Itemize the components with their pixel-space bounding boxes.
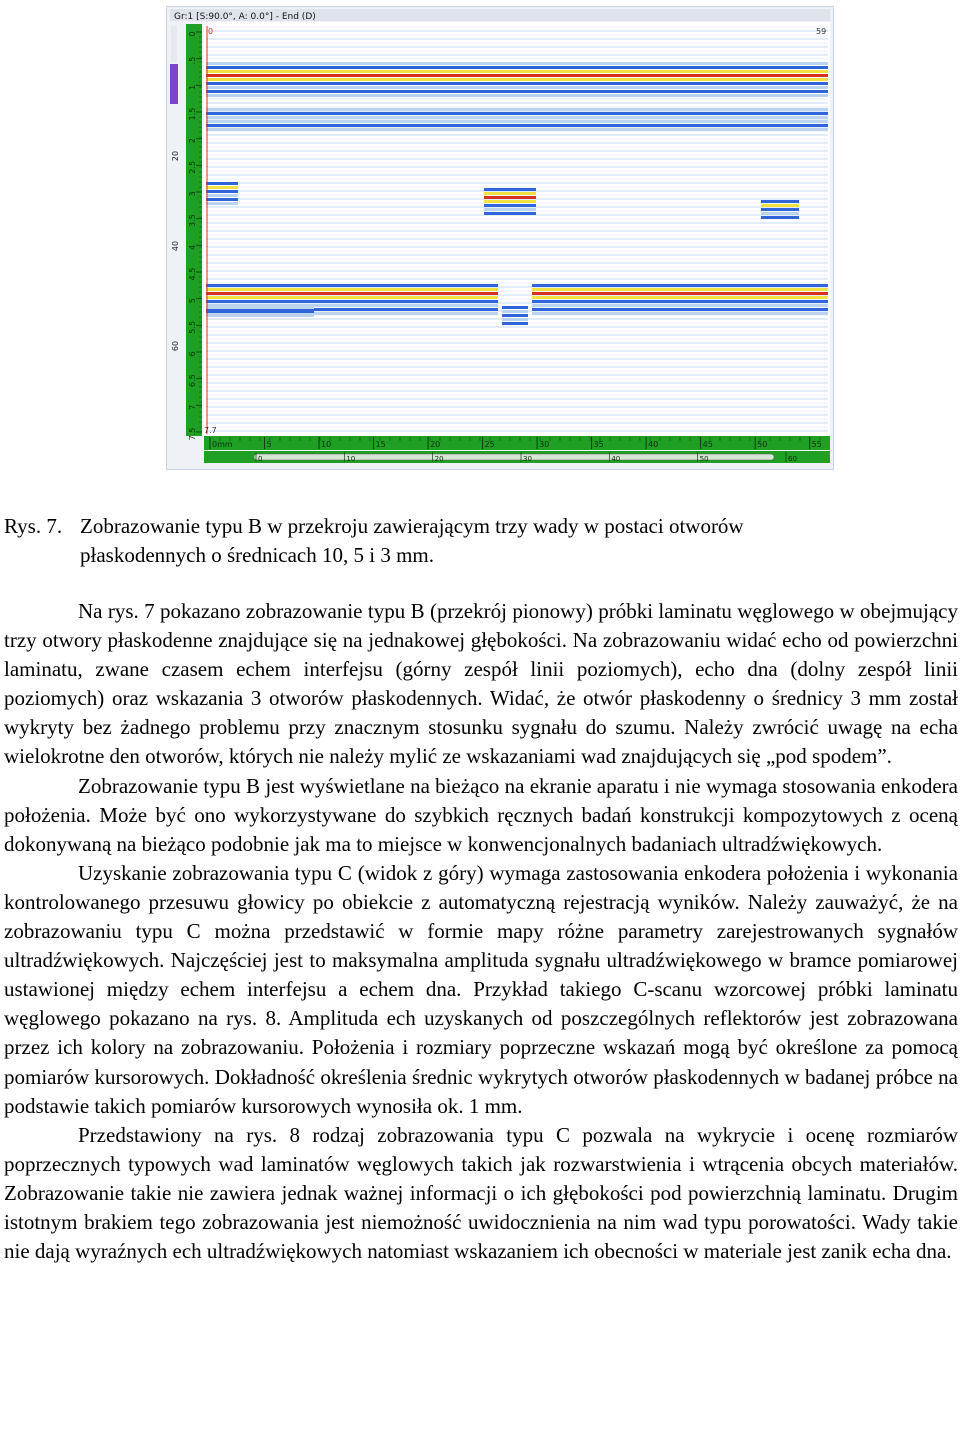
interface-echo-band bbox=[206, 62, 828, 65]
noise-streak bbox=[206, 174, 828, 176]
interface-echo-band bbox=[206, 70, 828, 73]
hole-indication-edge bbox=[206, 182, 238, 185]
noise-streak bbox=[206, 370, 828, 372]
noise-streak bbox=[206, 334, 828, 336]
noise-streak bbox=[206, 278, 828, 280]
noise-streak bbox=[206, 406, 828, 408]
noise-streak bbox=[206, 146, 828, 148]
noise-streak bbox=[206, 262, 828, 264]
noise-streak bbox=[206, 282, 828, 284]
interface-echo-band bbox=[206, 66, 828, 69]
noise-streak bbox=[206, 34, 828, 36]
mm-tick-label: 55 bbox=[811, 440, 822, 449]
backwall-echo-multiple bbox=[206, 306, 314, 309]
noise-streak bbox=[206, 362, 828, 364]
interface-echo-band bbox=[206, 74, 828, 77]
interface-echo-multiple bbox=[206, 120, 828, 123]
hole-indication-edge bbox=[206, 186, 238, 189]
depth-tick-label: 4.5 bbox=[188, 267, 197, 281]
hole-multiple-echo bbox=[502, 322, 528, 325]
backwall-echo-band bbox=[206, 288, 498, 291]
scroll-tick-label: 30 bbox=[523, 455, 532, 463]
noise-streak bbox=[206, 382, 828, 384]
bscan-figure bbox=[166, 6, 834, 470]
noise-streak bbox=[206, 226, 828, 228]
noise-streak bbox=[206, 166, 828, 168]
mm-tick-label: 45 bbox=[702, 440, 713, 449]
noise-streak bbox=[206, 418, 828, 420]
backwall-echo-band bbox=[532, 308, 828, 311]
noise-streak bbox=[206, 390, 828, 392]
backwall-echo-band bbox=[532, 304, 828, 307]
hole-indication-edge bbox=[206, 198, 238, 201]
figure-caption bbox=[4, 512, 954, 570]
hole-indication-10mm bbox=[484, 212, 536, 215]
gauge-label: 40 bbox=[171, 240, 180, 252]
noise-streak bbox=[206, 426, 828, 428]
interface-echo-band bbox=[206, 94, 828, 97]
noise-streak bbox=[206, 342, 828, 344]
caption-text-line2: płaskodennych o średnicach 10, 5 i 3 mm. bbox=[80, 543, 435, 567]
noise-streak bbox=[206, 98, 828, 100]
interface-echo-multiple bbox=[206, 124, 828, 127]
noise-streak bbox=[206, 134, 828, 136]
depth-tick-label: .5 bbox=[188, 56, 197, 65]
noise-streak bbox=[206, 154, 828, 156]
noise-streak bbox=[206, 430, 828, 432]
cursor-marker-label: 0 bbox=[208, 27, 214, 36]
caption-text-line1: Zobrazowanie typu B w przekroju zawierającym trzy wady w postaci otworów bbox=[80, 514, 744, 538]
mm-tick-label: 0mm bbox=[212, 440, 233, 449]
figure-header-text: Gr:1 [S:90.0°, A: 0.0°] - End (D) bbox=[174, 12, 316, 22]
depth-tick-label: 3 bbox=[188, 191, 197, 197]
interface-echo-band bbox=[206, 78, 828, 81]
hole-multiple-echo bbox=[502, 310, 528, 313]
noise-streak bbox=[206, 422, 828, 424]
depth-tick-label: 4 bbox=[188, 244, 197, 250]
depth-tick-label: 3.5 bbox=[188, 214, 197, 228]
backwall-echo-band bbox=[206, 296, 498, 299]
backwall-echo-band bbox=[532, 288, 828, 291]
interface-echo-multiple bbox=[206, 112, 828, 115]
noise-streak bbox=[206, 170, 828, 172]
noise-streak bbox=[206, 250, 828, 252]
interface-echo-multiple bbox=[206, 116, 828, 119]
noise-streak bbox=[206, 54, 828, 56]
depth-tick-label: 0 bbox=[188, 31, 197, 37]
interface-echo-band bbox=[206, 82, 828, 85]
backwall-echo-band bbox=[206, 292, 498, 295]
noise-streak bbox=[206, 142, 828, 144]
noise-streak bbox=[206, 254, 828, 256]
noise-streak bbox=[206, 394, 828, 396]
mm-tick-label: 5 bbox=[266, 440, 272, 449]
hole-multiple-echo bbox=[502, 318, 528, 321]
interface-echo-band bbox=[206, 90, 828, 93]
backwall-echo-band bbox=[532, 284, 828, 287]
noise-streak bbox=[206, 358, 828, 360]
hole-indication-5mm bbox=[761, 216, 799, 219]
hole-multiple-echo bbox=[502, 306, 528, 309]
noise-streak bbox=[206, 218, 828, 220]
interface-echo-multiple bbox=[206, 128, 828, 131]
scroll-tick-label: 40 bbox=[611, 455, 621, 463]
noise-streak bbox=[206, 230, 828, 232]
depth-tick-label: 7 bbox=[188, 404, 197, 410]
mm-tick-label: 35 bbox=[593, 440, 604, 449]
noise-streak bbox=[206, 222, 828, 224]
noise-streak bbox=[206, 270, 828, 272]
interface-echo-multiple bbox=[206, 108, 828, 111]
noise-streak bbox=[206, 410, 828, 412]
gauge-label: 60 bbox=[171, 340, 180, 352]
backwall-echo-multiple bbox=[206, 310, 314, 313]
backwall-echo-band bbox=[532, 292, 828, 295]
noise-streak bbox=[206, 50, 828, 52]
noise-streak bbox=[206, 102, 828, 104]
gain-gauge bbox=[170, 64, 178, 104]
scroll-tick-label: 50 bbox=[699, 455, 709, 463]
noise-streak bbox=[206, 258, 828, 260]
hole-indication-5mm bbox=[761, 204, 799, 207]
noise-streak bbox=[206, 138, 828, 140]
depth-tick-label: 5.5 bbox=[188, 320, 197, 334]
hole-indication-edge bbox=[206, 194, 238, 197]
depth-bottom-label: 7.7 bbox=[204, 426, 217, 435]
mm-tick-label: 40 bbox=[648, 440, 659, 449]
noise-streak bbox=[206, 38, 828, 40]
hole-indication-edge bbox=[206, 202, 238, 205]
backwall-echo-band bbox=[206, 284, 498, 287]
body-text bbox=[4, 597, 958, 1266]
mm-tick-label: 25 bbox=[484, 440, 495, 449]
noise-streak bbox=[206, 386, 828, 388]
noise-streak bbox=[206, 378, 828, 380]
noise-streak bbox=[206, 234, 828, 236]
noise-streak bbox=[206, 182, 828, 184]
depth-tick-label: 2 bbox=[188, 138, 197, 144]
noise-streak bbox=[206, 58, 828, 60]
noise-streak bbox=[206, 246, 828, 248]
noise-streak bbox=[206, 274, 828, 276]
noise-streak bbox=[206, 106, 828, 108]
depth-tick-label: 6.5 bbox=[188, 374, 197, 388]
paragraph: Przedstawiony na rys. 8 rodzaj zobrazowania typu C pozwala na wykrycie i ocenę rozmiarów poprzecznych typowych wad laminatów węglowych takich jak rozwarstwienia i wtrącenia obcych materiałów. Zobrazowanie takie nie zawiera jednak ważnej informacji o ich głębokości pod powierzchnią laminatu. Drugim istotnym brakiem tego zobrazowania jest niemożność uwidocznienia na nim wad typu porowatości. Wady takie nie dają wyraźnych ech ultradźwiękowych natomiast wskazaniem ich obecności w materiale jest zanik echa dna. bbox=[4, 1122, 958, 1264]
noise-streak bbox=[206, 354, 828, 356]
gauge-track-upper bbox=[171, 26, 177, 62]
noise-streak bbox=[206, 46, 828, 48]
backwall-echo-band bbox=[532, 300, 828, 303]
depth-tick-label: 1 bbox=[188, 84, 197, 90]
hole-indication-5mm bbox=[761, 208, 799, 211]
hole-indication-10mm bbox=[484, 188, 536, 191]
mm-tick-label: 10 bbox=[321, 440, 332, 449]
noise-streak bbox=[206, 186, 828, 188]
noise-streak bbox=[206, 162, 828, 164]
noise-streak bbox=[206, 26, 828, 28]
depth-tick-label: 5 bbox=[188, 298, 197, 304]
noise-streak bbox=[206, 158, 828, 160]
interface-echo-band bbox=[206, 86, 828, 89]
backwall-echo-band bbox=[206, 300, 498, 303]
backwall-echo-multiple bbox=[206, 314, 314, 317]
mm-ruler bbox=[204, 436, 830, 450]
hole-indication-10mm bbox=[484, 192, 536, 195]
noise-streak bbox=[206, 242, 828, 244]
hole-indication-edge bbox=[206, 190, 238, 193]
scroll-tick-label: 0 bbox=[258, 455, 263, 463]
noise-streak bbox=[206, 338, 828, 340]
hole-indication-10mm bbox=[484, 208, 536, 211]
hole-indication-10mm bbox=[484, 204, 536, 207]
mm-tick-label: 20 bbox=[430, 440, 441, 449]
mm-tick-label: 50 bbox=[757, 440, 768, 449]
paragraph: Na rys. 7 pokazano zobrazowanie typu B (przekrój pionowy) próbki laminatu węglowego w obejmujący trzy otwory płaskodenne znajdujące się na jednakowej głębokości. Na zobrazowaniu widać echo od powierzchni laminatu, zwane czasem echem interfejsu (górny zespół linii poziomych), echo dna (dolny zespół linii poziomych) oraz wskazania 3 otworów płaskodennych. Widać, że otwór płaskodenny o średnicy 3 mm został wykryty bez żadnego problemu przy znacznym stosunku sygnału do szumu. Należy zwrócić uwagę na echa wielokrotne den otworów, których nie należy mylić ze wskazaniami wad znajdujących się „pod spodem”. bbox=[4, 599, 958, 769]
hole-indication-5mm bbox=[761, 212, 799, 215]
noise-streak bbox=[206, 178, 828, 180]
depth-tick-label: 7.5 bbox=[188, 427, 197, 441]
backwall-echo-band bbox=[532, 296, 828, 299]
noise-streak bbox=[206, 42, 828, 44]
paragraph: Zobrazowanie typu B jest wyświetlane na bieżąco na ekranie aparatu i nie wymaga stosowania enkodera położenia. Może być ono wykorzystywane do szybkich ręcznych badań konstrukcji kompozytowych z oceną dokonywaną na bieżąco podobnie jak ma to miejsce w konwencjonalnych badaniach ultradźwiękowych. bbox=[4, 773, 958, 856]
noise-streak bbox=[206, 330, 828, 332]
hole-indication-10mm bbox=[484, 200, 536, 203]
noise-streak bbox=[206, 374, 828, 376]
scroll-tick-label: 20 bbox=[434, 455, 444, 463]
noise-streak bbox=[206, 326, 828, 328]
gauge-label: 20 bbox=[171, 150, 180, 162]
caption-number: Rys. 7. bbox=[4, 514, 63, 538]
mm-tick-label: 30 bbox=[539, 440, 550, 449]
hole-indication-10mm bbox=[484, 196, 536, 199]
noise-streak bbox=[206, 238, 828, 240]
noise-streak bbox=[206, 150, 828, 152]
noise-streak bbox=[206, 366, 828, 368]
depth-tick-label: 2.5 bbox=[188, 160, 197, 174]
paragraph: Uzyskanie zobrazowania typu C (widok z góry) wymaga zastosowania enkodera położenia i wykonania kontrolowanego przesuwu głowicy po obiekcie z automatyczną rejestracją wyników. Należy zauważyć, że na zobrazowaniu typu C można przedstawić w formie mapy różne parametry zarejestrowanych sygnałów ultradźwiękowych. Najczęściej jest to maksymalna amplituda sygnału ultradźwiękowego w bramce pomiarowej ustawionej między echem interfejsu a echem dna. Przykład takiego C-scanu wzorcowej próbki laminatu węglowego pokazano na rys. 8. Amplituda ech uzyskanych od poszczególnych reflektorów jest zobrazowana przez ich kolory na zobrazowaniu. Położenia i rozmiary poprzeczne wskazań mogą być określone za pomocą pomiarów kursorowych. Dokładność określenia średnic wykrytych otworów płaskodennych w badanej próbce na podstawie takich pomiarów kursorowych wynosiła ok. 1 mm. bbox=[4, 860, 958, 1118]
noise-streak bbox=[206, 402, 828, 404]
depth-tick-label: 1.5 bbox=[188, 107, 197, 121]
depth-tick-label: 6 bbox=[188, 351, 197, 357]
noise-streak bbox=[206, 266, 828, 268]
scroll-thumb[interactable] bbox=[254, 454, 774, 460]
scroll-tick-label: 10 bbox=[346, 455, 356, 463]
noise-streak bbox=[206, 346, 828, 348]
corner-value: 59 bbox=[816, 27, 827, 36]
noise-streak bbox=[206, 398, 828, 400]
noise-streak bbox=[206, 350, 828, 352]
noise-streak bbox=[206, 30, 828, 32]
mm-tick-label: 15 bbox=[375, 440, 386, 449]
hole-indication-5mm bbox=[761, 200, 799, 203]
hole-multiple-echo bbox=[502, 314, 528, 317]
backwall-echo-band bbox=[532, 312, 828, 315]
noise-streak bbox=[206, 414, 828, 416]
scroll-tick-label: 60 bbox=[788, 455, 797, 463]
